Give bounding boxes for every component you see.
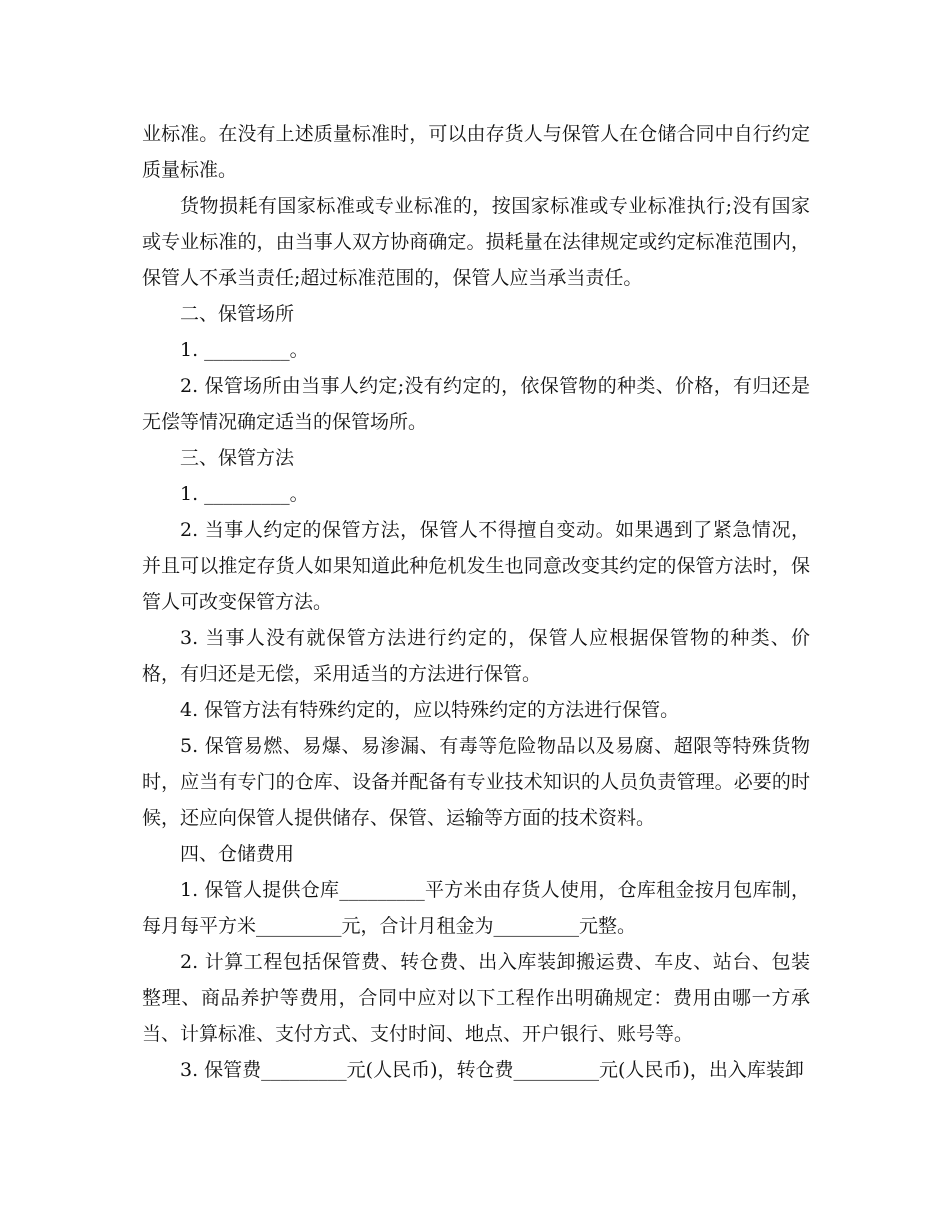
clause-storage-method-4: 4. 保管方法有特殊约定的，应以特殊约定的方法进行保管。	[180, 699, 680, 721]
section-heading-storage-method: 三、保管方法	[180, 447, 295, 469]
clause-storage-place-1: 1. _________。	[180, 339, 309, 361]
section-heading-storage-fees: 四、仓储费用	[180, 843, 295, 865]
clause-storage-method-3: 3. 当事人没有就保管方法进行约定的，保管人应根据保管物的种类、价格，有归还是无偿，采用适当的方法进行保管。	[142, 627, 810, 685]
paragraph-loss-standard: 货物损耗有国家标准或专业标准的，按国家标准或专业标准执行;没有国家或专业标准的，由当事人双方协商确定。损耗量在法律规定或约定标准范围内，保管人不承当责任;超过标准范围的，保管人应当承当责任。	[142, 195, 810, 289]
clause-storage-method-1: 1. _________。	[180, 483, 309, 505]
clause-storage-fees-1: 1. 保管人提供仓库_________平方米由存货人使用，仓库租金按月包库制，每月每平方米_________元，合计月租金为_________元整。	[142, 879, 810, 937]
clause-storage-method-5: 5. 保管易燃、易爆、易渗漏、有毒等危险物品以及易腐、超限等特殊货物时，应当有专门的仓库、设备并配备有专业技术知识的人员负责管理。必要的时候，还应向保管人提供储存、保管、运输等方面的技术资料。	[142, 735, 810, 829]
section-heading-storage-place: 二、保管场所	[180, 303, 295, 325]
paragraph-quality-standard: 业标准。在没有上述质量标准时，可以由存货人与保管人在仓储合同中自行约定质量标准。	[142, 123, 810, 181]
clause-storage-method-2: 2. 当事人约定的保管方法，保管人不得擅自变动。如果遇到了紧急情况，并且可以推定存货人如果知道此种危机发生也同意改变其约定的保管方法时，保管人可改变保管方法。	[142, 519, 810, 613]
clause-storage-fees-3: 3. 保管费_________元(人民币)，转仓费_________元(人民币)，出入库装卸	[180, 1059, 804, 1081]
clause-storage-place-2: 2. 保管场所由当事人约定;没有约定的，依保管物的种类、价格，有归还是无偿等情况确定适当的保管场所。	[142, 375, 810, 433]
clause-storage-fees-2: 2. 计算工程包括保管费、转仓费、出入库装卸搬运费、车皮、站台、包装整理、商品养护等费用，合同中应对以下工程作出明确规定：费用由哪一方承当、计算标准、支付方式、支付时间、地点、开户银行、账号等。	[142, 951, 810, 1045]
document-body	[142, 116, 810, 1088]
